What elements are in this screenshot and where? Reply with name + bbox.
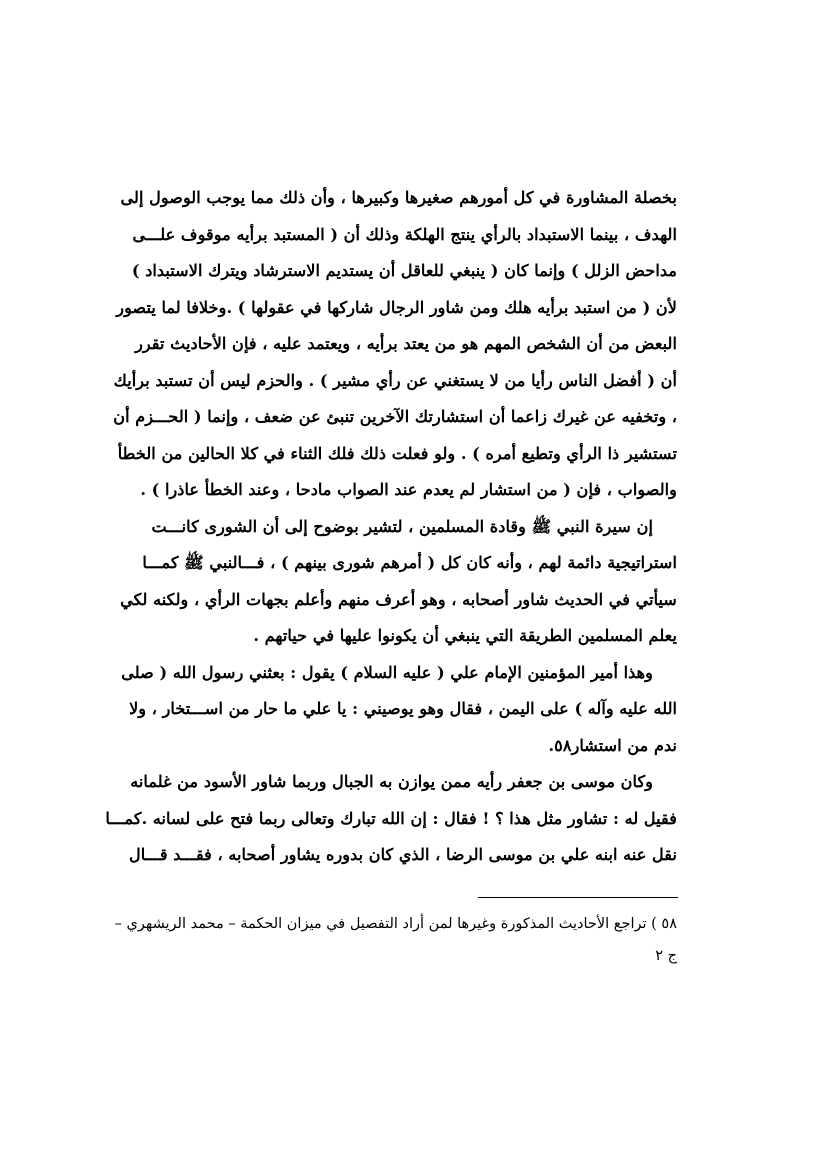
- text-line: أن ( أفضل الناس رأيا من لا يستغني عن رأي مشير ) . والحزم ليس أن تستبد برأيك: [113, 370, 677, 390]
- text-line: ندم من استشار٥٨.: [548, 735, 677, 755]
- text-line: يعلم المسلمين الطريقة التي ينبغي أن يكونوا عليها في حياتهم .: [253, 626, 677, 645]
- text-line: فقيل له : تشاور مثل هذا ؟ ! فقال : إن الله تبارك وتعالى ربما فتح على لسانه .كمـــا: [105, 808, 677, 828]
- text-line: بخصلة المشاورة في كل أمورهم صغيرها وكبيرها ، وأن ذلك مما يوجب الوصول إلى: [120, 188, 677, 207]
- text-line: الله عليه وآله ) على اليمن ، فقال وهو يوصيني : يا علي ما حار من اســـتخار ، ولا: [129, 699, 677, 718]
- text-line: لأن ( من استبد برأيه هلك ومن شاور الرجال شاركها في عقولها ) .وخلافا لما يتصور: [116, 297, 677, 317]
- text-line: ، وتخفيه عن غيرك زاعما أن استشارتك الآخرين تنبئ عن ضعف ، وإنما ( الحـــزم أن: [113, 407, 677, 426]
- text-line: نقل عنه ابنه علي بن موسى الرضا ، الذي كان بدوره يشاور أصحابه ، فقـــد قـــال: [128, 845, 677, 864]
- footnote-separator: [478, 897, 678, 898]
- paragraph-first-line: إن سيرة النبي ﷺ وقادة المسلمين ، لتشير بوضوح إلى أن الشورى كانـــت: [151, 516, 653, 536]
- text-line: والصواب ، فإن ( من استشار لم يعدم عند الصواب مادحا ، وعند الخطأ عاذرا ) .: [140, 480, 677, 499]
- text-line: مداحض الزلل ) وإنما كان ( ينبغي للعاقل أن يستديم الاسترشاد ويترك الاستبداد ): [131, 261, 677, 280]
- paragraph-first-line: وكان موسى بن جعفر رأيه ممن يوازن به الجبال وربما شاور الأسود من غلمانه: [130, 772, 653, 791]
- text-line: استراتيجية دائمة لهم ، وأنه كان كل ( أمرهم شورى بينهم ) ، فـــالنبي ﷺ كمـــا: [142, 553, 677, 572]
- text-line: تستشير ذا الرأي وتطيع أمره ) . ولو فعلت ذلك فلك الثناء في كلا الحالين من الخطأ: [117, 443, 677, 463]
- main-text-block: [105, 180, 677, 874]
- text-line: الهدف ، بينما الاستبداد بالرأي ينتج الهلكة وذلك أن ( المستبد برأيه موقوف علـــى: [132, 224, 677, 244]
- text-line: سيأتي في الحديث شاور أصحابه ، وهو أعرف منهم وأعلم بجهات الرأي ، ولكنه لكي: [120, 589, 677, 609]
- footnote-line: ٥٨ ) تراجع الأحاديث المذكورة وغيرها لمن أراد التفصيل في ميزان الحكمة – محمد الريشهري –: [114, 916, 677, 932]
- paragraph-first-line: وهذا أمير المؤمنين الإمام علي ( عليه السلام ) يقول : بعثني رسول الله ( صلى: [121, 662, 653, 682]
- footnote-block: [114, 908, 677, 972]
- footnote-line: ج ٢: [655, 948, 677, 964]
- text-line: البعض من أن الشخص المهم هو من يعتد برأيه ، ويعتمد عليه ، فإن الأحاديث تقرر: [135, 334, 677, 353]
